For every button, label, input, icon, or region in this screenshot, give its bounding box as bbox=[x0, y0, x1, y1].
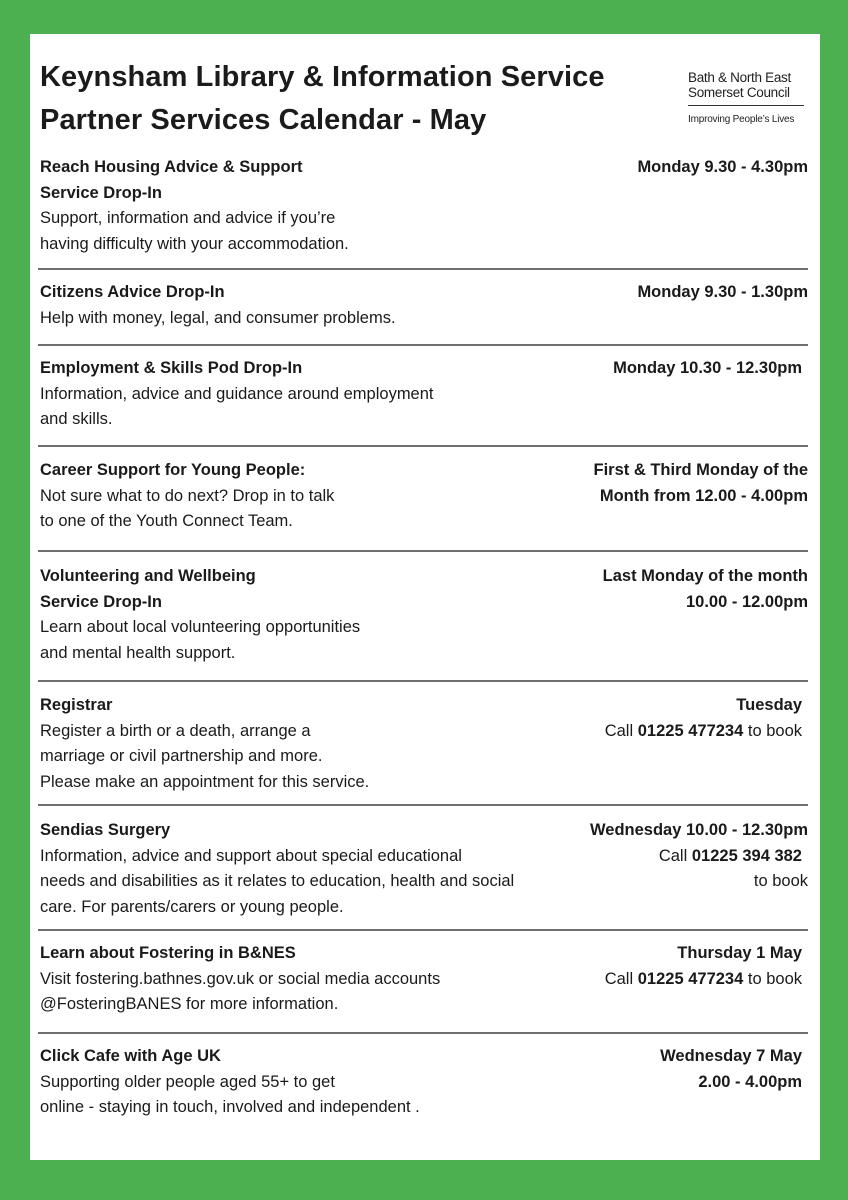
entry-time: Month from 12.00 - 4.00pm bbox=[599, 486, 808, 505]
divider bbox=[38, 929, 808, 931]
title-line-2: Partner Services Calendar - May bbox=[40, 104, 487, 136]
title-line-1: Keynsham Library & Information Service bbox=[40, 61, 605, 93]
entry-title: Reach Housing Advice & Support bbox=[40, 158, 303, 176]
entry-time: Tuesday bbox=[736, 696, 802, 714]
entry-call-line bbox=[532, 967, 802, 993]
entry-title: Employment & Skills Pod Drop-In bbox=[40, 359, 303, 377]
call-phone-number: 01225 394 382 bbox=[691, 846, 802, 865]
entry-time: Wednesday 7 May bbox=[660, 1047, 802, 1065]
call-prefix: Call bbox=[658, 846, 688, 865]
entry-description: Not sure what to do next? Drop in to talk bbox=[40, 486, 335, 505]
entry-call-line bbox=[548, 844, 808, 870]
entry-title: Service Drop-In bbox=[40, 592, 162, 611]
entry-time: First & Third Monday of the bbox=[593, 461, 808, 479]
entry-time: Monday 9.30 - 1.30pm bbox=[637, 283, 808, 301]
call-prefix: Call bbox=[604, 721, 634, 740]
entry-description: having difficulty with your accommodation. bbox=[40, 234, 349, 253]
entry-description: Supporting older people aged 55+ to get bbox=[40, 1072, 335, 1091]
calendar-page bbox=[30, 34, 820, 1160]
divider bbox=[38, 1032, 808, 1034]
divider bbox=[38, 344, 808, 346]
entry-title: Service Drop-In bbox=[40, 183, 162, 202]
entry-description: Visit fostering.bathnes.gov.uk or social media accounts bbox=[40, 969, 441, 988]
entry-title: Sendias Surgery bbox=[40, 821, 171, 839]
entry-description: Register a birth or a death, arrange a bbox=[40, 721, 311, 740]
entry-description: marriage or civil partnership and more. bbox=[40, 747, 323, 765]
entry-time: 10.00 - 12.00pm bbox=[686, 592, 808, 611]
entry-time: Thursday 1 May bbox=[677, 944, 802, 962]
entry-time: Monday 9.30 - 4.30pm bbox=[637, 158, 808, 176]
entry-description: and mental health support. bbox=[40, 643, 236, 662]
entry-time: Last Monday of the month bbox=[602, 567, 808, 585]
call-suffix: to book bbox=[747, 721, 802, 740]
call-prefix: Call bbox=[604, 969, 634, 988]
entry-title: Citizens Advice Drop-In bbox=[40, 283, 225, 301]
entry-time: Wednesday 10.00 - 12.30pm bbox=[590, 821, 808, 839]
divider bbox=[38, 268, 808, 270]
entry-description: Support, information and advice if you’re bbox=[40, 209, 336, 227]
entry-description: Information, advice and guidance around employment bbox=[40, 384, 434, 403]
entry-description: Help with money, legal, and consumer problems. bbox=[40, 308, 396, 327]
logo-tagline: Improving People’s Lives bbox=[688, 114, 795, 125]
entry-description: to one of the Youth Connect Team. bbox=[40, 512, 293, 530]
entry-call-line bbox=[532, 719, 802, 745]
call-suffix: to book bbox=[747, 969, 802, 988]
logo-line-2: Somerset Council bbox=[688, 85, 790, 100]
entry-description: Learn about local volunteering opportunities bbox=[40, 618, 361, 636]
page-title bbox=[40, 56, 605, 142]
entry-description: Please make an appointment for this service. bbox=[40, 772, 370, 791]
logo-rule bbox=[688, 105, 804, 106]
entry-description: Information, advice and support about special educational bbox=[40, 846, 462, 865]
entry-time: Monday 10.30 - 12.30pm bbox=[613, 359, 802, 377]
entry-description: @FosteringBANES for more information. bbox=[40, 995, 339, 1013]
divider bbox=[38, 804, 808, 806]
divider bbox=[38, 680, 808, 682]
council-logo bbox=[688, 70, 804, 125]
entry-title: Learn about Fostering in B&NES bbox=[40, 944, 296, 962]
entry-description: care. For parents/carers or young people. bbox=[40, 897, 344, 916]
entry-time: 2.00 - 4.00pm bbox=[698, 1072, 802, 1091]
call-phone-number: 01225 477234 bbox=[637, 721, 744, 740]
call-phone-number: 01225 477234 bbox=[637, 969, 744, 988]
entry-title: Click Cafe with Age UK bbox=[40, 1047, 221, 1065]
logo-line-1: Bath & North East bbox=[688, 70, 791, 85]
divider bbox=[38, 550, 808, 552]
entry-title: Career Support for Young People: bbox=[40, 461, 306, 479]
entry-description: needs and disabilities as it relates to education, health and social bbox=[40, 872, 515, 890]
entry-title: Registrar bbox=[40, 696, 113, 714]
call-suffix: to book bbox=[753, 872, 808, 890]
entry-description: and skills. bbox=[40, 410, 113, 428]
divider bbox=[38, 445, 808, 447]
entry-title: Volunteering and Wellbeing bbox=[40, 567, 256, 585]
entry-description: online - staying in touch, involved and independent . bbox=[40, 1098, 420, 1116]
